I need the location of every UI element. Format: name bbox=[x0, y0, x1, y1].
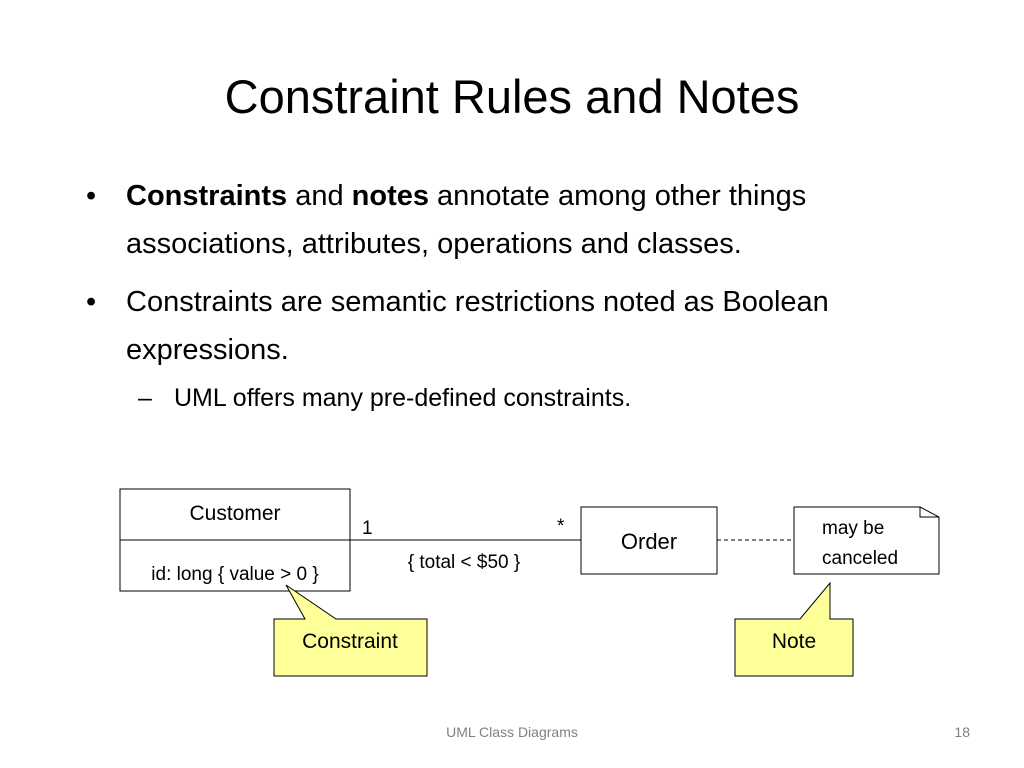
bold-term-notes: notes bbox=[351, 180, 429, 212]
bullet-icon: • bbox=[86, 286, 97, 318]
sub-bullet-text: UML offers many pre-defined constraints. bbox=[174, 384, 632, 412]
multiplicity-many: * bbox=[557, 516, 565, 537]
note-callout bbox=[735, 583, 853, 676]
bullet-text: and bbox=[287, 180, 352, 212]
constraint-callout bbox=[274, 585, 427, 676]
customer-class-name: Customer bbox=[189, 502, 281, 525]
uml-note bbox=[794, 507, 939, 574]
association-constraint: { total < $50 } bbox=[407, 552, 521, 573]
multiplicity-one: 1 bbox=[362, 518, 373, 539]
order-class bbox=[581, 507, 717, 574]
slide-title: Constraint Rules and Notes bbox=[224, 70, 800, 123]
callout-constraint-label: Constraint bbox=[302, 630, 398, 653]
bullet-icon: • bbox=[86, 180, 97, 212]
bullet-text: Constraints are semantic restrictions noted as Boolean expressions. bbox=[126, 286, 829, 366]
customer-attribute: id: long { value > 0 } bbox=[151, 564, 319, 585]
page-number: 18 bbox=[954, 724, 970, 740]
footer-title: UML Class Diagrams bbox=[446, 724, 578, 740]
callout-note-label: Note bbox=[771, 630, 817, 653]
dash-icon: – bbox=[138, 384, 152, 412]
order-class-name: Order bbox=[620, 529, 678, 554]
customer-class bbox=[120, 489, 350, 591]
note-text-line2: canceled bbox=[822, 548, 899, 569]
note-text-line1: may be bbox=[822, 518, 885, 539]
bullet-text: annotate among other things associations, attributes, operations and classes. bbox=[126, 180, 807, 260]
bold-term-constraints: Constraints bbox=[126, 180, 288, 212]
